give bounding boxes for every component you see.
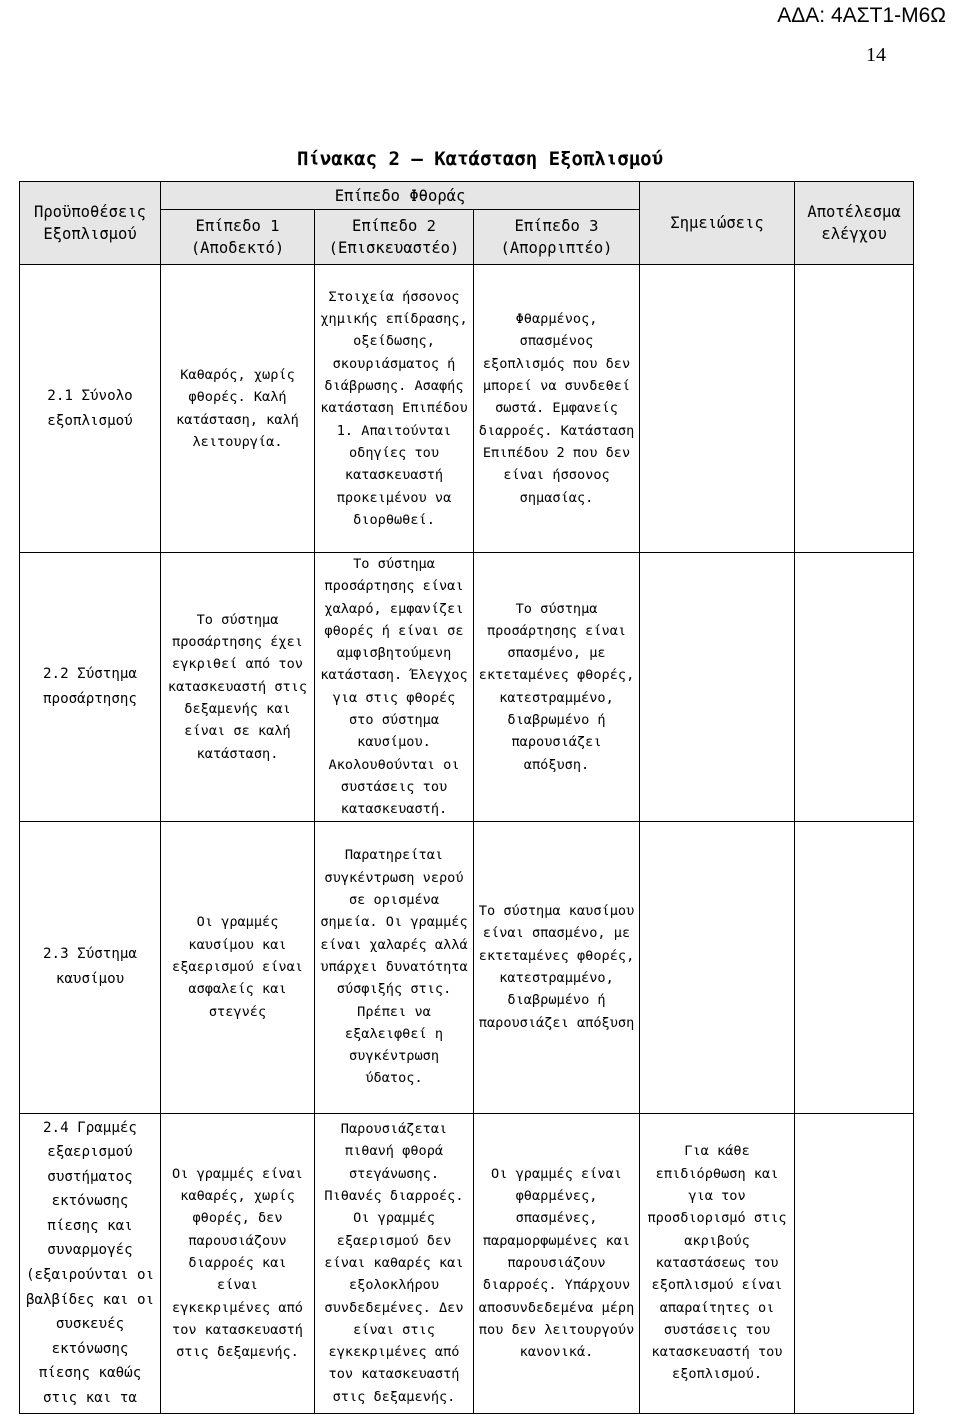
table-row — [20, 553, 914, 822]
row-level3: Οι γραμμές είναι φθαρμένες, σπασμένες, παραμορφωμένες και παρουσιάζουν διαρροές. Υπάρχουν αποσυνδεδεμένα μέρη που δεν λειτουργούν κανονικά. — [474, 1113, 640, 1413]
row-result — [795, 265, 914, 553]
row-level1: Το σύστημα προσάρτησης έχει εγκριθεί από τον κατασκευαστή στις δεξαμενής και είναι σε καλή κατάσταση. — [161, 553, 315, 822]
header-damage-level: Επίπεδο Φθοράς — [161, 182, 640, 210]
table-title: Πίνακας 2 – Κατάσταση Εξοπλισμού — [296, 148, 664, 170]
row-result — [795, 821, 914, 1113]
equipment-condition-table — [19, 181, 914, 1414]
table-row — [20, 265, 914, 553]
header-level1: Επίπεδο 1 (Αποδεκτό) — [161, 210, 315, 265]
table-row — [20, 1113, 914, 1413]
row-condition: 2.4 Γραμμές εξαερισμού συστήματος εκτόνωσης πίεσης και συναρμογές (εξαιρούνται οι βαλβίδες και οι συσκευές εκτόνωσης πίεσης καθώς στις και τα — [20, 1113, 161, 1413]
row-level3: Φθαρμένος, σπασμένος εξοπλισμός που δεν μπορεί να συνδεθεί σωστά. Εμφανείς διαρροές. Κατάσταση Επιπέδου 2 που δεν είναι ήσσονος σημασίας. — [474, 265, 640, 553]
row-level3: Το σύστημα καυσίμου είναι σπασμένο, με εκτεταμένες φθορές, κατεστραμμένο, διαβρωμένο ή παρουσιάζει απόξυση — [474, 821, 640, 1113]
row-level2: Το σύστημα προσάρτησης είναι χαλαρό, εμφανίζει φθορές ή είναι σε αμφισβητούμενη κατάσταση. Έλεγχος για στις φθορές στο σύστημα καυσίμου. Ακολουθούνται οι συστάσεις του κατασκευαστή. — [315, 553, 474, 822]
row-level1: Οι γραμμές είναι καθαρές, χωρίς φθορές, δεν παρουσιάζουν διαρροές και είναι εγκεκριμένες από τον κατασκευαστή στις δεξαμενής. — [161, 1113, 315, 1413]
row-result — [795, 553, 914, 822]
row-level2: Παρατηρείται συγκέντρωση νερού σε ορισμένα σημεία. Οι γραμμές είναι χαλαρές αλλά υπάρχει δυνατότητα σύσφιξής στις. Πρέπει να εξαλειφθεί η συγκέντρωση ύδατος. — [315, 821, 474, 1113]
row-condition: 2.3 Σύστημα καυσίμου — [20, 821, 161, 1113]
header-conditions: Προϋποθέσεις Εξοπλισμού — [20, 182, 161, 265]
ada-code: ΑΔΑ: 4ΑΣΤ1-Μ6Ω — [777, 4, 946, 27]
row-condition: 2.1 Σύνολο εξοπλισμού — [20, 265, 161, 553]
header-result: Αποτέλεσμα ελέγχου — [795, 182, 914, 265]
table-row — [20, 821, 914, 1113]
row-level2: Παρουσιάζεται πιθανή φθορά στεγάνωσης. Πιθανές διαρροές. Οι γραμμές εξαερισμού δεν είναι καθαρές και εξολοκλήρου συνδεδεμένες. Δεν είναι στις εγκεκριμένες από τον κατασκευαστή στις δεξαμενής. — [315, 1113, 474, 1413]
row-level3: Το σύστημα προσάρτησης είναι σπασμένο, με εκτεταμένες φθορές, κατεστραμμένο, διαβρωμένο ή παρουσιάζει απόξυση. — [474, 553, 640, 822]
row-condition: 2.2 Σύστημα προσάρτησης — [20, 553, 161, 822]
row-level2: Στοιχεία ήσσονος χημικής επίδρασης, οξείδωσης, σκουριάσματος ή διάβρωσης. Ασαφής κατάσταση Επιπέδου 1. Απαιτούνται οδηγίες του κατασκευαστή προκειμένου να διορθωθεί. — [315, 265, 474, 553]
row-notes: Για κάθε επιδιόρθωση και για τον προσδιορισμό στις ακριβούς καταστάσεως του εξοπλισμού είναι απαραίτητες οι συστάσεις του κατασκευαστή του εξοπλισμού. — [640, 1113, 795, 1413]
row-result — [795, 1113, 914, 1413]
header-notes: Σημειώσεις — [640, 182, 795, 265]
row-level1: Οι γραμμές καυσίμου και εξαερισμού είναι ασφαλείς και στεγνές — [161, 821, 315, 1113]
page-number: 14 — [866, 44, 886, 66]
header-level3: Επίπεδο 3 (Απορριπτέο) — [474, 210, 640, 265]
row-notes — [640, 265, 795, 553]
row-notes — [640, 821, 795, 1113]
row-level1: Καθαρός, χωρίς φθορές. Καλή κατάσταση, καλή λειτουργία. — [161, 265, 315, 553]
header-level2: Επίπεδο 2 (Επισκευαστέο) — [315, 210, 474, 265]
row-notes — [640, 553, 795, 822]
